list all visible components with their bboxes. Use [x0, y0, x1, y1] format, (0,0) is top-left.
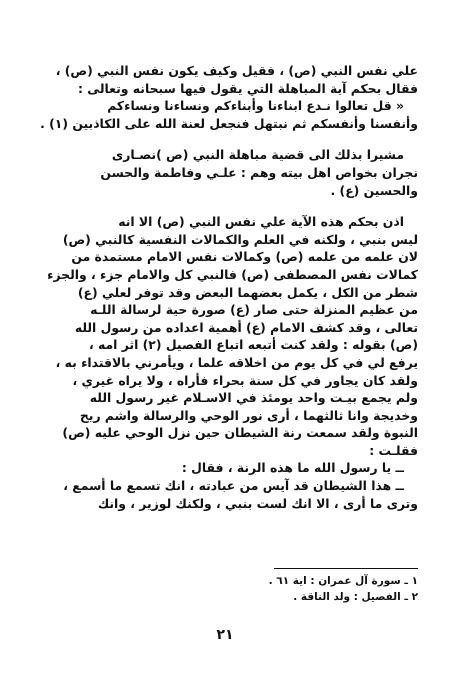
- text-line: (ص) بقوله : ولقد كنت أتبعه اتباع الفصيل (٢) اثر امه ،: [88, 337, 418, 353]
- text-line: ــ يا رسول الله ما هذه الرنة ، فقال :: [181, 460, 404, 476]
- footnote-1: ١ ـ سورة آل عمران : اية ٦١ .: [268, 575, 418, 587]
- text-line: وترى ما أرى ، الا انك لست بنبي ، ولكنك لوزير ، وانك: [97, 495, 418, 511]
- text-line: والحسين (ع) .: [330, 182, 418, 198]
- text-line: مشيرا بذلك الى قضية مباهلة النبي (ص )نصـارى: [111, 147, 404, 163]
- text-line: من عظيم المنزلة حتى صار (ع) صورة حية لرسالة اللـه: [90, 302, 418, 318]
- page-body: [40, 62, 418, 512]
- text-line: اذن بحكم هذه الآية علي نفس النبي (ص) الا انه: [118, 214, 404, 230]
- page-number: ٢١: [216, 627, 234, 643]
- text-line: كمالات نفس المصطفى (ص) فالنبي كل والامام جزء ، والجزء: [47, 266, 418, 282]
- text-line: « قل تعالوا نـدع ابناءنا وأبناءكم ونساءنا ونساءكم: [107, 98, 404, 114]
- text-line: ولم يجمع بيـت واحد يومئذ في الاسـلام غير رسول الله: [89, 390, 418, 406]
- paragraph-2: [44, 146, 418, 199]
- text-line: النبوة ولقد سمعت رنة الشيطان حين نزل الوحي عليه (ص): [62, 425, 418, 441]
- footnotes: [180, 573, 418, 605]
- text-line: شطر من الكل ، يكمل بعضهما البعض وقد توفر لعلي (ع): [77, 284, 418, 300]
- paragraph-1: [40, 62, 418, 132]
- text-line: فقال بحكم آية المباهلة التي يقول فيها سبحانه وتعالى :: [78, 80, 418, 96]
- text-line: ــ هذا الشيطان قد آيس من عبادته ، انك تسمع ما أسمع ،: [63, 478, 404, 494]
- text-line: علي نفس النبي (ص) ، فقيل وكيف يكون نفس النبي (ص) ،: [55, 63, 418, 78]
- text-line: ولقد كان يجاور في كل سنة بحراء فأراه ، ولا يراه غيري ،: [72, 372, 418, 388]
- text-line: فقلـت :: [369, 442, 418, 458]
- text-line: وأنفسنا وأنفسكم ثم نبتهل فنجعل لعنة الله على الكاذبين (١) .: [40, 115, 418, 131]
- text-line: لان علمه من علمه (ص) وكمالات نفس الامام مستمدة من: [71, 249, 418, 265]
- text-line: يرفع لي في كل يوم من اخلاقه علما ، ويأمرني بالاقتداء به ،: [55, 354, 418, 370]
- text-line: نجران بخواص اهل بيته وهم : علـي وفاطمة والحسن: [100, 164, 418, 180]
- footnote-divider: [274, 568, 418, 569]
- text-line: تعالى ، وقد كشف الامام (ع) أهمية اعداده من رسول الله: [74, 319, 418, 335]
- text-line: ليس بنبي ، ولكنه في العلم والكمالات النفسية كالنبي (ص): [62, 231, 418, 247]
- footnote-2: ٢ ـ الفصيل : ولد الناقة .: [293, 591, 418, 603]
- text-line: وخديجة وانا ثالثهما ، أرى نور الوحي والرسالة واشم ريح: [79, 407, 418, 423]
- paragraph-3: [44, 213, 418, 512]
